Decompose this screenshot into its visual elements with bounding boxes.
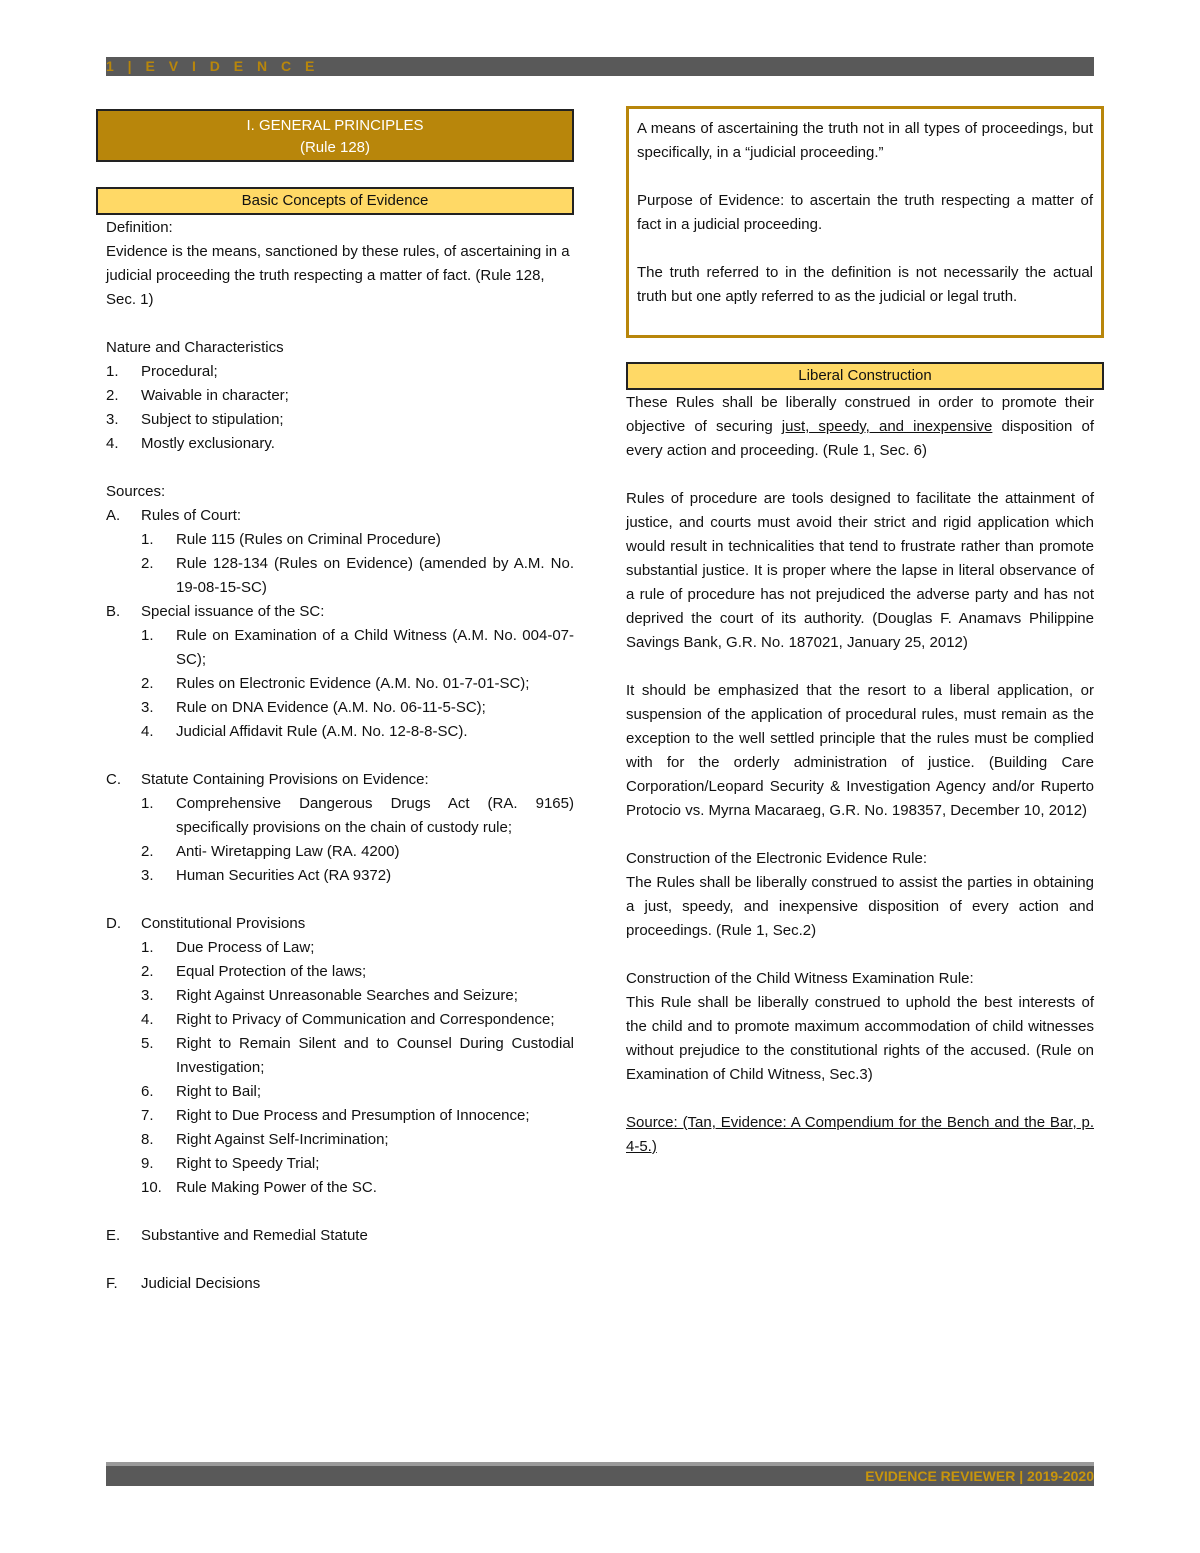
footer-label: EVIDENCE REVIEWER | 2019-2020 [865,1468,1094,1484]
list-item: 2. Anti- Wiretapping Law (RA. 4200) [141,843,400,860]
header-label: 1 | E V I D E N C E [106,58,320,74]
list-item: 5. Right to Remain Silent and to Counsel During Custodial Investigation; [141,1035,574,1076]
nature-list [106,360,574,456]
list-item: 4. Mostly exclusionary. [106,435,275,452]
list-item: 3. Subject to stipulation; [106,411,284,428]
list-item: 6. Right to Bail; [141,1083,262,1100]
liberal-paragraph-3: It should be emphasized that the resort to a liberal application, or suspension of the application of procedural rules, must remain as the exception to the well settled principle that the rules must be complied with for the orderly administration of justice. (Building Care Corporation/Leopard Security & Investigation Agency and/or Ruperto Protocio vs. Myrna Macaraeg, G.R. No. 198357, December 10, 2012) [626,682,1094,819]
left-column [106,216,574,1296]
liberal-paragraph-1: These Rules shall be liberally construed in order to promote their objective of securing just, speedy, and inexpensive disposition of every action and proceeding. (Rule 1, Sec. 6) [626,394,1094,459]
box-paragraph-3: The truth referred to in the definition is not necessarily the actual truth but one aptly referred to as the judicial or legal truth. [637,264,1093,305]
main-heading [96,109,574,162]
definition-text: Evidence is the means, sanctioned by these rules, of ascertaining in a judicial proceeding the truth respecting a matter of fact. (Rule 128, Sec. 1) [106,243,570,308]
list-item: 2. Waivable in character; [106,387,289,404]
box-paragraph-2: Purpose of Evidence: to ascertain the truth respecting a matter of fact in a judicial proceeding. [637,192,1093,233]
eer-text: The Rules shall be liberally construed to assist the parties in obtaining a just, speedy, and inexpensive disposition of every action and proceedings. (Rule 1, Sec.2) [626,874,1094,939]
list-item: 10. Rule Making Power of the SC. [141,1179,377,1196]
eer-label: Construction of the Electronic Evidence Rule: [626,850,927,867]
list-item: 7. Right to Due Process and Presumption of Innocence; [141,1107,530,1124]
sources-label: Sources: [106,483,166,500]
source-b: B. Special issuance of the SC: [106,603,325,620]
list-item: 1. Rule 115 (Rules on Criminal Procedure) [141,531,441,548]
main-heading-rule: (Rule 128) [299,139,371,156]
definition-label: Definition: [106,219,173,236]
list-item: 9. Right to Speedy Trial; [141,1155,320,1172]
source-c: C. Statute Containing Provisions on Evidence: [106,771,429,788]
underlined-phrase: just, speedy, and inexpensive [781,418,993,435]
list-item: 3. Right Against Unreasonable Searches and Seizure; [141,987,518,1004]
cwer-label: Construction of the Child Witness Examination Rule: [626,970,974,987]
cwer-text: This Rule shall be liberally construed to uphold the best interests of the child and to promote maximum accommodation of child witnesses without prejudice to the constitutional rights of the accused. (Rule on Examination of Child Witness, Sec.3) [626,994,1094,1083]
source-e: E. Substantive and Remedial Statute [106,1227,368,1244]
list-item: 8. Right Against Self-Incrimination; [141,1131,389,1148]
list-item: 4. Right to Privacy of Communication and Correspondence; [141,1011,555,1028]
source-f: F. Judicial Decisions [106,1275,261,1292]
list-item: 2. Equal Protection of the laws; [141,963,367,980]
list-item: 1. Comprehensive Dangerous Drugs Act (RA. 9165) specifically provisions on the chain of custody rule; [141,795,574,836]
source-citation: Source: (Tan, Evidence: A Compendium for the Bench and the Bar, p. 4-5.) [626,1114,1094,1155]
sources-list [106,504,574,1296]
list-item: 2. Rule 128-134 (Rules on Evidence) (amended by A.M. No. 19-08-15-SC) [141,555,574,596]
box-paragraph-1: A means of ascertaining the truth not in all types of proceedings, but specifically, in a “judicial proceeding.” [637,120,1093,161]
nature-label: Nature and Characteristics [106,339,284,356]
list-item: 2. Rules on Electronic Evidence (A.M. No. 01-7-01-SC); [141,675,530,692]
right-column [626,391,1094,1159]
source-d: D. Constitutional Provisions [106,915,306,932]
definition-note-box [626,106,1104,338]
list-item: 4. Judicial Affidavit Rule (A.M. No. 12-8-8-SC). [141,723,468,740]
section-heading-basic: Basic Concepts of Evidence [96,187,574,215]
list-item: 1. Rule on Examination of a Child Witness (A.M. No. 004-07-SC); [141,627,574,668]
list-item: 3. Human Securities Act (RA 9372) [141,867,392,884]
source-a: A. Rules of Court: [106,507,242,524]
liberal-paragraph-2: Rules of procedure are tools designed to facilitate the attainment of justice, and courts must avoid their strict and rigid application which would result in technicalities that tend to frustrate rather than promote substantial justice. It is proper where the lapse in literal observance of a rule of procedure has not prejudiced the adverse party and has not deprived the court of its authority. (Douglas F. Anamavs Philippine Savings Bank, G.R. No. 187021, January 25, 2012) [626,490,1094,651]
list-item: 1. Procedural; [106,363,218,380]
list-item: 3. Rule on DNA Evidence (A.M. No. 06-11-5-SC); [141,699,486,716]
list-item: 1. Due Process of Law; [141,939,315,956]
section-heading-liberal: Liberal Construction [626,362,1104,390]
main-heading-title: I. GENERAL PRINCIPLES [246,117,424,134]
